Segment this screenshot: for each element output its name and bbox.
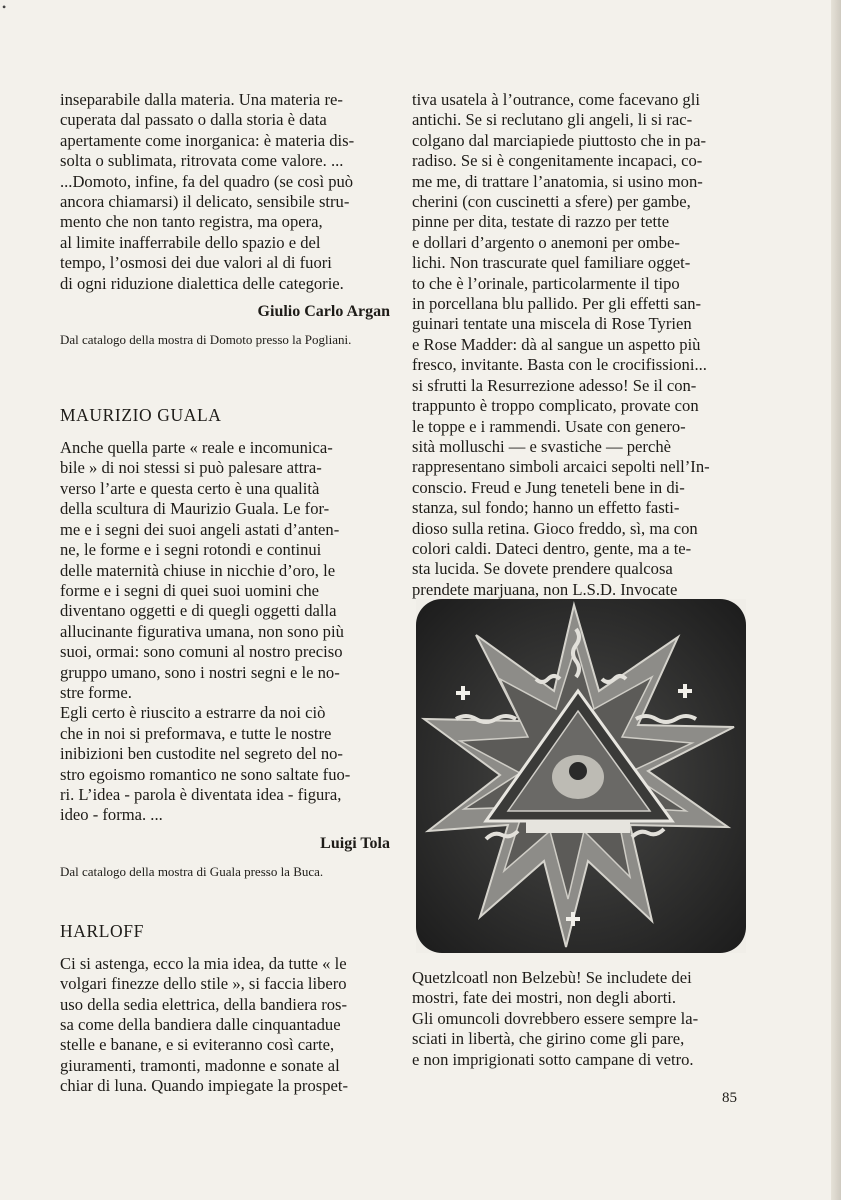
tola-signature: Luigi Tola xyxy=(320,834,390,852)
text-line: e Rose Madder: dà al sangue un aspetto più xyxy=(412,334,701,354)
text-line: sità molluschi — e svastiche — perchè xyxy=(412,436,671,456)
text-line: inseparabile dalla materia. Una materia re- xyxy=(60,90,343,109)
text-line: allucinante figurativa umana, non sono più xyxy=(60,621,344,641)
text-line: fresco, invitante. Basta con le crocifissioni... xyxy=(412,355,707,375)
text-line: delle maternità chiuse in nicchie d’oro, le xyxy=(60,560,336,580)
text-line: forme e i segni di quei suoi uomini che xyxy=(60,580,319,600)
harloff-continued-paragraph xyxy=(412,90,742,600)
text-line: radiso. Se si è congenitamente incapaci, co- xyxy=(412,151,703,171)
text-line: me e i segni dei suoi angeli astati d’anten- xyxy=(60,519,340,539)
closing-paragraph xyxy=(412,968,742,1070)
text-line: solta o sublimata, ritrovata come valore. ... xyxy=(60,151,344,171)
text-line: rappresentano simboli arcaici sepolti nell’In- xyxy=(412,457,710,477)
text-line: al limite inafferrabile dello spazio e del xyxy=(60,232,321,252)
text-line: dioso sulla retina. Gioco freddo, sì, ma con xyxy=(412,518,698,538)
text-line: stro egoismo romantico ne sono saltate fuo- xyxy=(60,764,351,784)
right-column-bottom xyxy=(412,968,742,1070)
text-line: Gli omuncoli dovrebbero essere sempre la- xyxy=(412,1008,699,1028)
text-line: cuperata dal passato o dalla storia è data xyxy=(60,110,327,130)
triangle-base-band xyxy=(526,821,630,833)
page-edge xyxy=(831,0,841,1200)
harloff-paragraph xyxy=(60,954,390,1097)
artwork-image xyxy=(416,599,746,953)
intro-paragraph xyxy=(60,90,390,294)
text-line: colgano dal marciapiede piuttosto che in pa- xyxy=(412,130,706,150)
text-line: trappunto è troppo complicato, provate con xyxy=(412,396,699,416)
tola-source-note: Dal catalogo della mostra di Guala presso la Buca. xyxy=(60,863,324,879)
text-line: stanza, sul fondo; hanno un effetto fasti- xyxy=(412,498,680,518)
text-line: verso l’arte e questa certo è una qualità xyxy=(60,478,320,498)
text-line: bile » di noi stessi si può palesare attra- xyxy=(60,458,322,478)
text-line: della scultura di Maurizio Guala. Le for- xyxy=(60,499,330,519)
text-line: in porcellana blu pallido. Per gli effetti san- xyxy=(412,294,702,314)
text-line: mento che non tanto registra, ma opera, xyxy=(60,212,323,232)
text-line: colori caldi. Dateci dentro, gente, ma a te- xyxy=(412,538,692,558)
text-line: e dollari d’argento o anemoni per ombe- xyxy=(412,232,680,252)
text-line: ideo - forma. ... xyxy=(60,805,163,825)
left-column xyxy=(60,90,390,1097)
text-line: ri. L’idea - parola è diventata idea - figura, xyxy=(60,784,342,804)
text-line: sciati in libertà, che girino come gli pare, xyxy=(412,1029,685,1049)
guala-heading: MAURIZIO GUALA xyxy=(60,405,222,426)
text-line: prendete marjuana, non L.S.D. Invocate xyxy=(412,579,678,599)
text-line: sta lucida. Se dovete prendere qualcosa xyxy=(412,559,673,579)
text-line: to che è l’orinale, particolarmente il tipo xyxy=(412,273,680,293)
guala-paragraph xyxy=(60,438,390,826)
harloff-heading: HARLOFF xyxy=(60,920,144,941)
text-line: giuramenti, tramonti, madonne e sonate al xyxy=(60,1055,340,1075)
corner-mark: • xyxy=(2,0,7,14)
text-line: pinne per dita, testate di razzo per tette xyxy=(412,212,670,232)
text-line: tiva usatela à l’outrance, come facevano gli xyxy=(412,90,700,109)
eye-shape xyxy=(569,762,587,780)
text-line: Ci si astenga, ecco la mia idea, da tutte « le xyxy=(60,953,347,973)
text-line: che in noi si preformava, e tutte le nostre xyxy=(60,723,332,743)
text-line: conscio. Freud e Jung teneteli bene in di- xyxy=(412,477,685,497)
text-line: chiar di luna. Quando impiegate la prospet- xyxy=(60,1076,348,1096)
right-column xyxy=(412,90,742,600)
text-line: Quetzlcoatl non Belzebù! Se includete dei xyxy=(412,968,692,987)
text-line: me me, di trattare l’anatomia, si usino mon- xyxy=(412,171,703,191)
text-line: apertamente come inorganica: è materia dis- xyxy=(60,130,355,150)
text-line: stre forme. xyxy=(60,682,132,702)
text-line: guinari tentate una miscela di Rose Tyrien xyxy=(412,314,692,334)
text-line: Egli certo è riuscito a estrarre da noi ciò xyxy=(60,703,326,723)
text-line: di ogni riduzione dialettica delle categorie. xyxy=(60,273,344,293)
text-line: cherini (con cuscinetti a sfere) per gambe, xyxy=(412,192,691,212)
text-line: suoi, ormai: sono comuni al nostro preciso xyxy=(60,642,343,662)
text-line: tempo, l’osmosi dei due valori al di fuori xyxy=(60,253,332,273)
text-line: sa come della bandiera dalle cinquantadue xyxy=(60,1015,341,1034)
text-line: ...Domoto, infine, fa del quadro (se così può xyxy=(60,171,354,191)
text-line: uso della sedia elettrica, della bandiera ros- xyxy=(60,994,348,1014)
text-line: gruppo umano, sono i nostri segni e le no- xyxy=(60,662,340,682)
argan-signature: Giulio Carlo Argan xyxy=(257,303,390,321)
text-line: inibizioni ben custodite nel segreto del no- xyxy=(60,744,343,764)
text-line: mostri, fate dei mostri, non degli aborti. xyxy=(412,988,677,1008)
text-line: volgari finezze dello stile », si faccia libero xyxy=(60,974,347,994)
text-line: antichi. Se si reclutano gli angeli, li si rac- xyxy=(412,110,693,130)
text-line: lichi. Non trascurate quel familiare ogget- xyxy=(412,253,691,273)
star-artwork xyxy=(416,599,746,953)
text-line: ancora chiamarsi) il delicato, sensibile stru- xyxy=(60,192,350,212)
argan-source-note: Dal catalogo della mostra di Domoto presso la Pogliani. xyxy=(60,332,352,348)
text-line: e non imprigionati sotto campane di vetro. xyxy=(412,1049,694,1069)
page-number: 85 xyxy=(722,1090,737,1106)
text-line: si sfrutti la Resurrezione adesso! Se il con- xyxy=(412,375,697,395)
text-line: stelle e banane, e si eviteranno così carte, xyxy=(60,1035,335,1055)
text-line: ne, le forme e i segni rotondi e continui xyxy=(60,540,322,560)
text-line: diventano oggetti e di quegli oggetti dalla xyxy=(60,601,337,621)
text-line: le toppe e i rammendi. Usate con genero- xyxy=(412,416,686,436)
text-line: Anche quella parte « reale e incomunica- xyxy=(60,438,333,458)
